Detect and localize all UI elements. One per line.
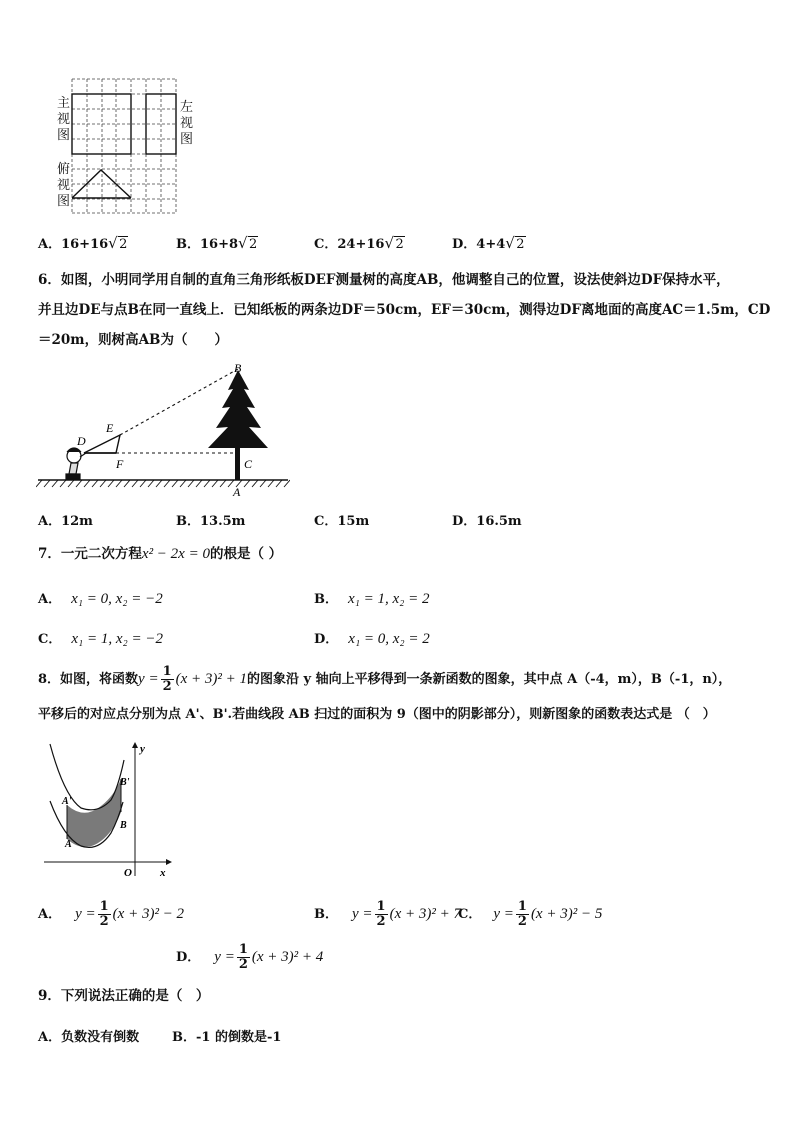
- main-view-label: 主视图: [57, 96, 71, 143]
- sqrt-symbol: √ 2: [505, 237, 525, 252]
- q6-option-d[interactable]: D．16.5m: [452, 514, 522, 529]
- q9-option-a[interactable]: A．负数没有倒数: [38, 1030, 140, 1045]
- q8-option-b[interactable]: B． y = $\frac{1}{2}$ (x + 3)² + 7: [314, 899, 461, 929]
- q6-stem-line2: 并且边DE与点B在同一直线上．已知纸板的两条边DF＝50cm，EF＝30cm，测得边DF离地面的高度AC＝1.5m，CD: [38, 302, 771, 318]
- q8-stem-line2: 平移后的对应点分别为点 A'、B'.若曲线段 AB 扫过的面积为 9（图中的阴影部分），则新图象的函数表达式是 （ ）: [38, 707, 716, 722]
- q5-option-a[interactable]: A．16+16√ 2: [38, 233, 128, 252]
- label-a: A: [233, 485, 241, 499]
- q6-stem-line3: ＝20m，则树高AB为（ ）: [38, 332, 228, 348]
- left-view-label: 左视图: [180, 100, 194, 147]
- label-a-prime: A': [62, 796, 72, 807]
- y-axis-label: y: [140, 743, 145, 755]
- three-view-figure: [52, 76, 192, 216]
- sqrt-symbol: √ 2: [238, 237, 258, 252]
- person-icon: [66, 448, 86, 479]
- q7-equation: x² − 2x = 0: [141, 546, 210, 562]
- q8-option-c[interactable]: C． y = $\frac{1}{2}$ (x + 3)² − 5: [458, 899, 603, 929]
- label-d: D: [77, 434, 86, 448]
- label-f: F: [116, 457, 124, 471]
- label-a: A: [65, 839, 72, 850]
- q9-option-b[interactable]: B．-1 的倒数是-1: [172, 1030, 282, 1045]
- q6-option-a[interactable]: A．12m: [38, 514, 93, 529]
- x-axis-label: x: [160, 867, 166, 879]
- tree-measurement-figure: [36, 356, 290, 500]
- q9-stem: 9．下列说法正确的是（ ）: [38, 988, 210, 1004]
- q8-stem-line1: 8．如图，将函数y = $\frac{1}{2}$ (x + 3)² + 1的图象沿 y 轴向上平移得到一条新函数的图象，其中点 A（-4，m），B（-1，n），: [38, 664, 732, 694]
- q7-option-b[interactable]: B． x₁ = 1, x₂ = 2: [314, 591, 430, 607]
- label-b: B: [234, 361, 242, 375]
- triangle-board: [84, 435, 120, 453]
- q5-option-c[interactable]: C．24+16√ 2: [314, 233, 405, 252]
- origin-label: O: [124, 867, 132, 879]
- label-e: E: [106, 421, 114, 435]
- sqrt-symbol: √ 2: [384, 237, 404, 252]
- q8-option-d[interactable]: D． y = $\frac{1}{2}$ (x + 3)² + 4: [176, 942, 324, 972]
- sqrt-symbol: √ 2: [108, 237, 128, 252]
- tree-icon: [208, 370, 268, 480]
- top-view-label: 俯视图: [57, 162, 71, 209]
- label-b-prime: B': [120, 777, 130, 788]
- label-b: B: [120, 820, 127, 831]
- q6-option-b[interactable]: B．13.5m: [176, 514, 246, 529]
- q6-stem-line1: 6．如图，小明同学用自制的直角三角形纸板DEF测量树的高度AB，他调整自己的位置，设法使斜边DF保持水平，: [38, 272, 730, 288]
- q7-option-d[interactable]: D． x₁ = 0, x₂ = 2: [314, 631, 430, 647]
- q7-option-c[interactable]: C． x₁ = 1, x₂ = −2: [38, 631, 163, 647]
- q7-option-a[interactable]: A． x₁ = 0, x₂ = −2: [38, 591, 163, 607]
- q5-option-d[interactable]: D．4+4√ 2: [452, 233, 526, 252]
- parabola-figure: [36, 738, 176, 880]
- q8-option-a[interactable]: A． y = $\frac{1}{2}$ (x + 3)² − 2: [38, 899, 185, 929]
- q6-option-c[interactable]: C．15m: [314, 514, 370, 529]
- label-c: C: [244, 457, 253, 471]
- q7-stem: 7．一元二次方程x² − 2x = 0的根是（ ）: [38, 546, 283, 562]
- q5-option-b[interactable]: B．16+8√ 2: [176, 233, 258, 252]
- shaded-region: [67, 779, 121, 847]
